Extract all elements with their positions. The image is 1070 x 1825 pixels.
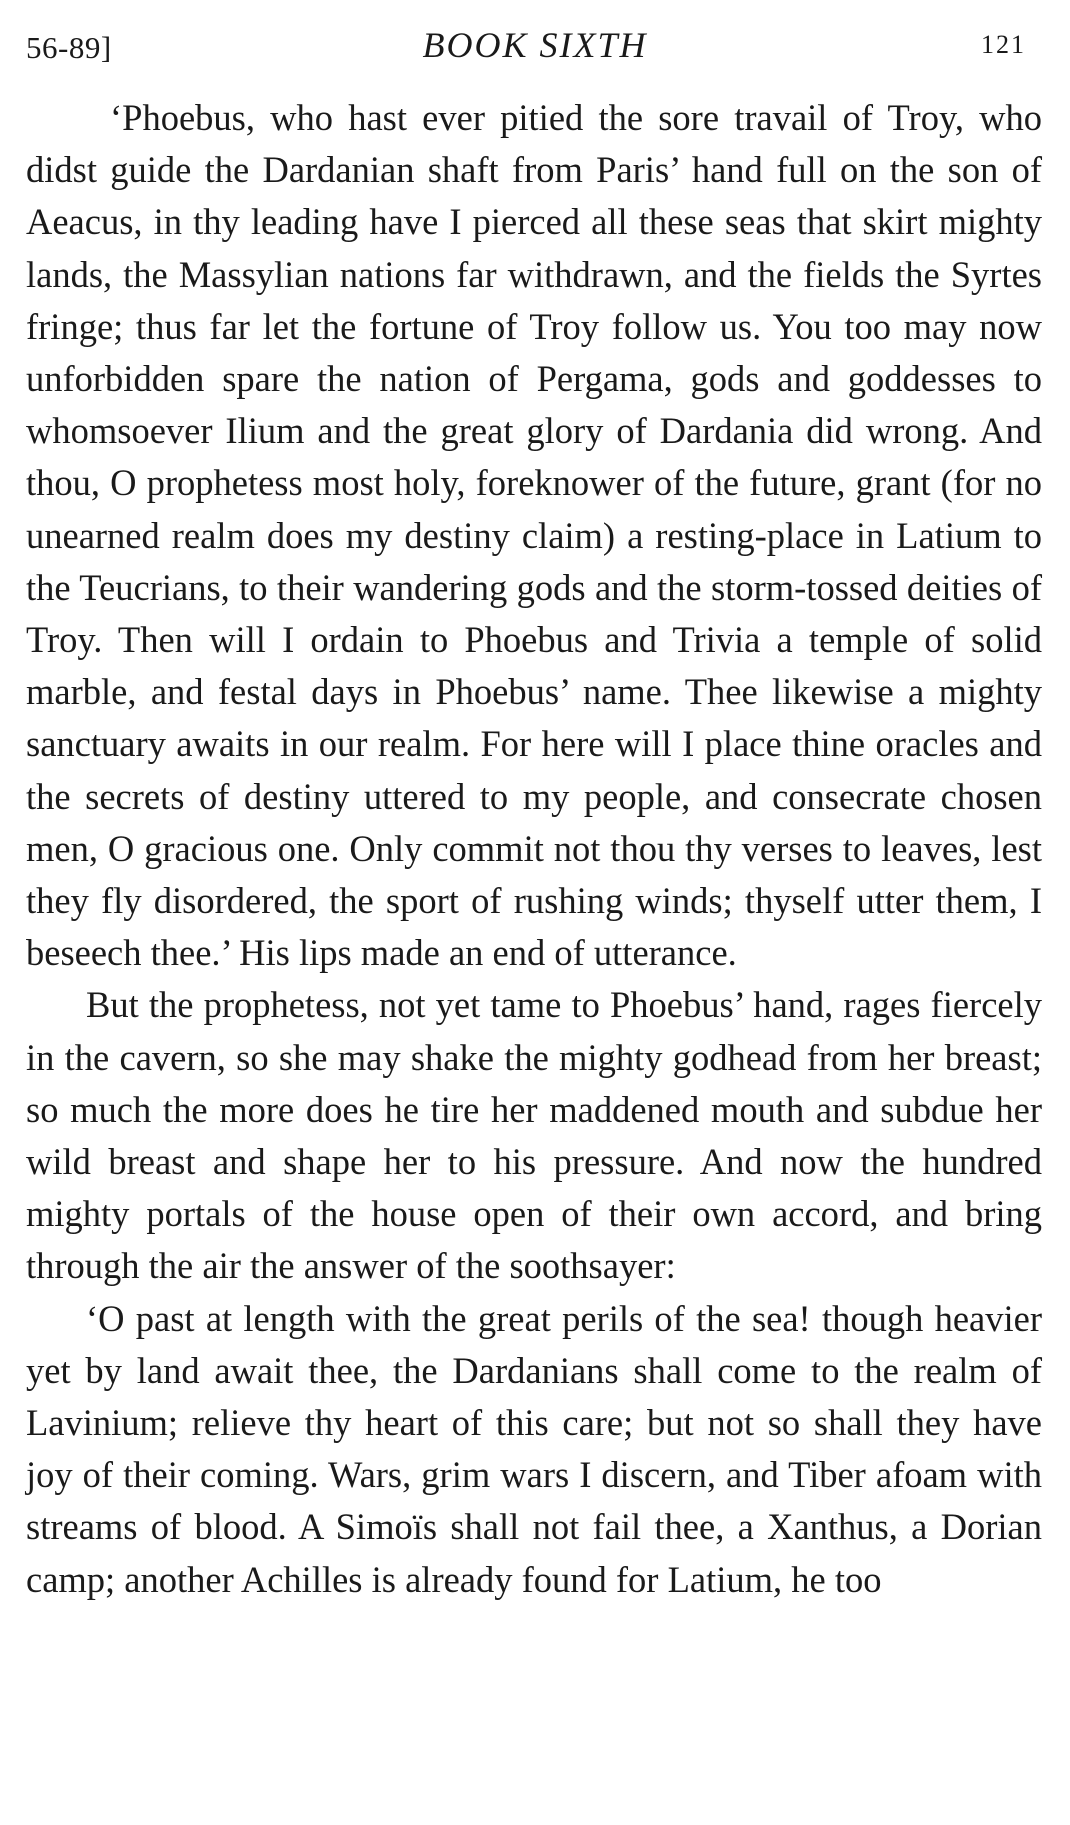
- paragraph-aeneas-prayer: ‘Phoebus, who hast ever pitied the sore travail of Troy, who didst guide the Dardanian shaft from Paris’ hand full on the son of Aeacus, in thy leading have I pierced all these seas that skirt mighty lands, the Massylian nations far withdrawn, and the fields the Syrtes fringe; thus far let the fortune of Troy follow us. You too may now unforbidden spare the nation of Pergama, gods and goddesses to whomsoever Ilium and the great glory of Dardania did wrong. And thou, O prophetess most holy, foreknower of the future, grant (for no unearned realm does my destiny claim) a resting-place in Latium to the Teucrians, to their wandering gods and the storm-tossed deities of Troy. Then will I ordain to Phoebus and Trivia a temple of solid marble, and festal days in Phoebus’ name. Thee likewise a mighty sanctuary awaits in our realm. For here will I place thine oracles and the secrets of destiny uttered to my people, and consecrate chosen men, O gracious one. Only commit not thou thy verses to leaves, lest they fly disordered, the sport of rushing winds; thyself utter them, I beseech thee.’ His lips made an end of utterance.: [26, 97, 1042, 974]
- body-text: [26, 92, 1042, 1606]
- page-number: 121: [981, 30, 1026, 59]
- line-range: 56-89]: [26, 30, 112, 65]
- running-head: [26, 20, 1044, 70]
- paragraph-prophetess-frenzy: But the prophetess, not yet tame to Phoebus’ hand, rages fiercely in the cavern, so she may shake the mighty godhead from her breast; so much the more does he tire her maddened mouth and subdue her wild breast and shape her to his pressure. And now the hundred mighty portals of the house open of their own accord, and bring through the air the answer of the soothsayer:: [26, 984, 1042, 1287]
- paragraph-sibyl-answer: ‘O past at length with the great perils of the sea! though heavier yet by land await thee, the Dardanians shall come to the realm of Lavinium; relieve thy heart of this care; but not so shall they have joy of their coming. Wars, grim wars I discern, and Tiber afoam with streams of blood. A Simoïs shall not fail thee, a Xanthus, a Dorian camp; another Achilles is already found for Latium, he too: [26, 1297, 1042, 1600]
- book-title: BOOK SIXTH: [422, 25, 648, 65]
